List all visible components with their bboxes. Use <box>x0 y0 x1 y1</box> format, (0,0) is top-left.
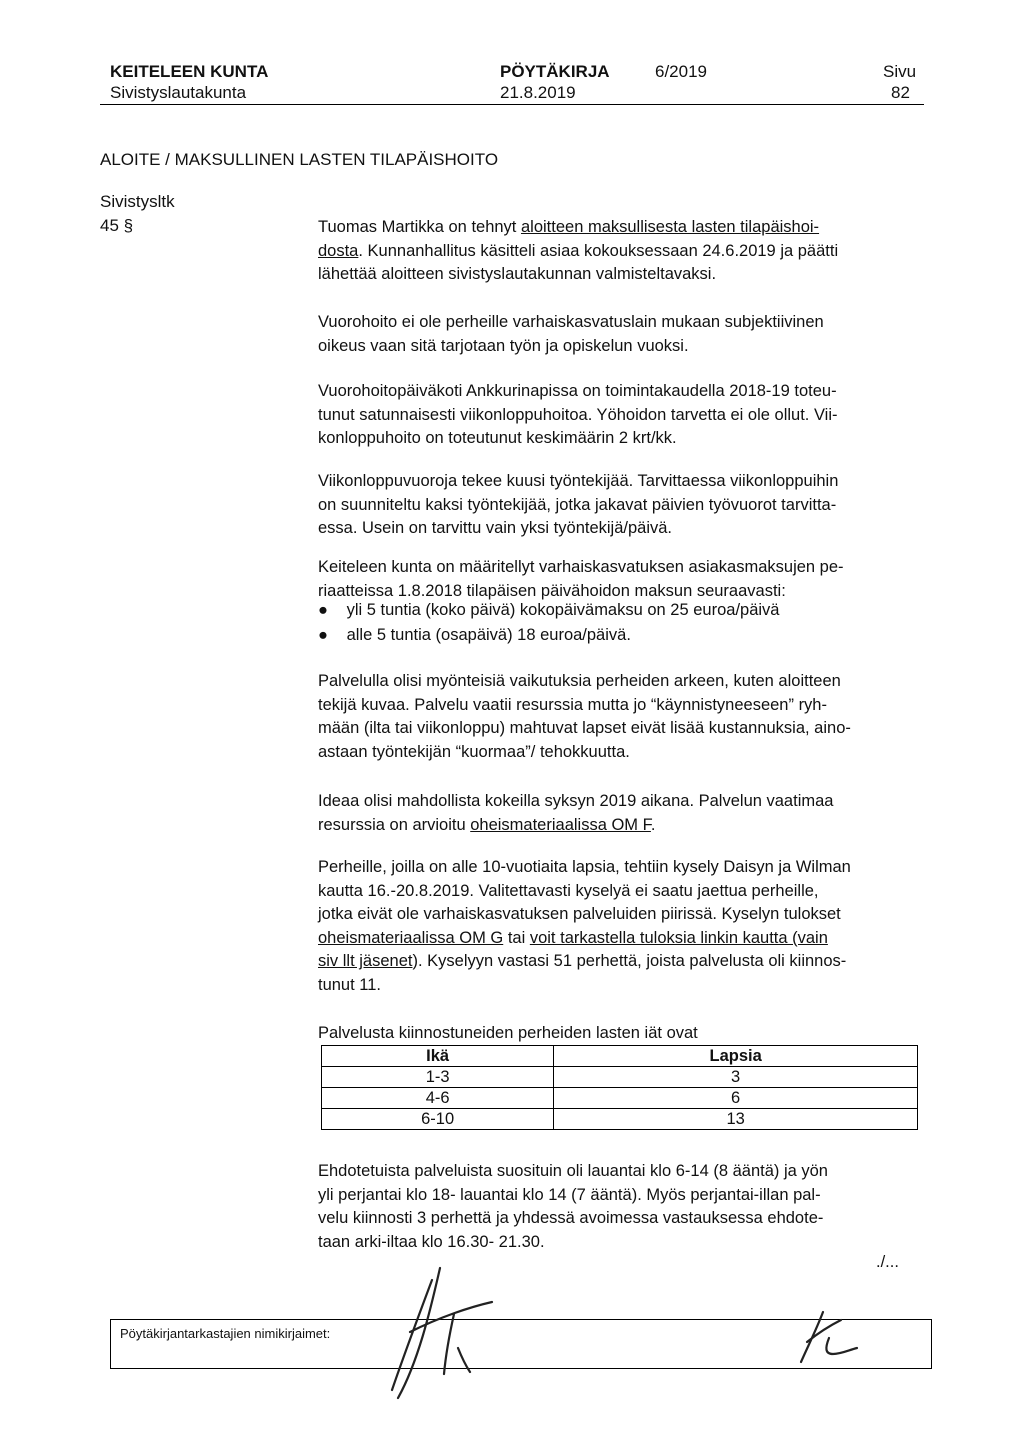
text-line: Vuorohoitopäiväkoti Ankkurinapissa on toimintakaudella 2018-19 toteu- <box>318 382 837 400</box>
paragraph-8 <box>318 856 928 998</box>
signature-initials-1 <box>370 1262 510 1402</box>
table-row <box>322 1067 918 1088</box>
page-label: Sivu <box>883 62 917 81</box>
table-cell: 3 <box>554 1067 918 1088</box>
text-run: tai <box>503 928 530 947</box>
column-header-age: Ikä <box>322 1046 554 1067</box>
document-type: PÖYTÄKIRJA <box>500 62 610 81</box>
age-table <box>321 1045 918 1130</box>
text-line: konloppuhoito on toteutunut keskimäärin 2 krt/kk. <box>318 429 677 448</box>
text-line: velu kiinnosti 3 perhettä ja yhdessä avoimessa vastauksessa ehdote- <box>318 1209 824 1228</box>
paragraph-2 <box>318 311 928 358</box>
text-line: oikeus vaan sitä tarjotaan työn ja opiskelun vuoksi. <box>318 336 689 355</box>
text-line: Ehdotetuista palveluista suosituin oli lauantai klo 6-14 (8 ääntä) ja yön <box>318 1162 828 1180</box>
page-title: ALOITE / MAKSULLINEN LASTEN TILAPÄISHOITO <box>100 150 499 169</box>
bullet-dot-icon: ● <box>318 601 328 619</box>
text-line: mään (ilta tai viikonloppu) mahtuvat lapset eivät lisää kustannuksia, aino- <box>318 719 851 738</box>
paragraph-4 <box>318 470 928 541</box>
board-name: Sivistyslautakunta <box>110 83 247 102</box>
bullet-text: alle 5 tuntia (osapäivä) 18 euroa/päivä. <box>346 626 631 644</box>
text-run: Ideaa olisi mahdollista kokeilla syksyn 2019 aikana. Palvelun vaatimaa <box>318 792 834 810</box>
text-run: Tuomas Martikka on tehnyt <box>318 218 521 236</box>
text-line: yli perjantai klo 18- lauantai klo 14 (7 ääntä). Myös perjantai-illan pal- <box>318 1185 821 1204</box>
column-header-children: Lapsia <box>554 1046 918 1067</box>
text-line: astaan työntekijän “kuormaa”/ tehokkuutta. <box>318 742 630 761</box>
text-run: lähettää aloitteen sivistyslautakunnan valmisteltavaksi. <box>318 265 717 284</box>
text-run: . <box>650 815 656 834</box>
paragraph-7 <box>318 790 928 837</box>
text-run: ). Kyselyyn vastasi 51 perhettä, joista palvelusta oli kiinnos- <box>412 952 847 971</box>
attachment-om-g-link[interactable]: oheismateriaalissa OM G <box>318 928 504 947</box>
table-cell: 6 <box>554 1088 918 1109</box>
text-run: tunut 11. <box>318 975 381 994</box>
table-row <box>322 1109 918 1130</box>
paragraph-3 <box>318 380 928 451</box>
text-line: Vuorohoito ei ole perheille varhaiskasvatuslain mukaan subjektiivinen <box>318 313 824 331</box>
initiative-link[interactable]: aloitteen maksullisesta lasten tilapäishoi- <box>520 218 820 236</box>
meeting-date: 21.8.2019 <box>500 83 576 102</box>
header-rule <box>100 104 924 105</box>
bullet-item <box>318 626 631 645</box>
minutes-number: 6/2019 <box>655 62 707 81</box>
table-caption: Palvelusta kiinnostuneiden perheiden lasten iät ovat <box>318 1024 698 1042</box>
text-line: essa. Usein on tarvittu vain yksi työntekijä/päivä. <box>318 519 673 538</box>
attachment-om-f-link[interactable]: oheismateriaalissa OM F <box>470 815 651 834</box>
text-line: taan arki-iltaa klo 16.30- 21.30. <box>318 1232 545 1251</box>
table-row <box>322 1088 918 1109</box>
bullet-dot-icon: ● <box>318 626 328 644</box>
table-cell: 6-10 <box>322 1109 554 1130</box>
section-number: 45 § <box>100 216 134 235</box>
continuation-mark: ./... <box>876 1253 899 1271</box>
text-line: tekijä kuvaa. Palvelu vaatii resurssia mutta jo “käynnistyneeseen” ryh- <box>318 695 827 714</box>
paragraph-9 <box>318 1160 928 1254</box>
paragraph-6 <box>318 670 928 764</box>
table-header-row <box>322 1046 918 1067</box>
bullet-item <box>318 601 779 620</box>
text-run: Perheille, joilla on alle 10-vuotiaita lapsia, tehtiin kysely Daisyn ja Wilman <box>318 858 851 876</box>
municipality-name: KEITELEEN KUNTA <box>110 62 269 81</box>
signature-initials-2 <box>795 1308 865 1368</box>
page-number: 82 <box>891 83 910 102</box>
survey-results-link[interactable]: voit tarkastella tuloksia linkin kautta (vain <box>529 928 828 947</box>
table-cell: 1-3 <box>322 1067 554 1088</box>
table-cell: 4-6 <box>322 1088 554 1109</box>
signature-box-label: Pöytäkirjantarkastajien nimikirjaimet: <box>120 1326 331 1341</box>
text-line: on suunniteltu kaksi työntekijää, jotka jakavat päivien työvuorot tarvitta- <box>318 495 837 514</box>
text-line: Keiteleen kunta on määritellyt varhaiskasvatuksen asiakasmaksujen pe- <box>318 558 844 576</box>
initiative-link-end[interactable]: dosta <box>318 241 359 260</box>
text-run: jotka eivät ole varhaiskasvatuksen palveluiden piirissä. Kyselyn tulokset <box>318 905 841 924</box>
text-line: Palvelulla olisi myönteisiä vaikutuksia perheiden arkeen, kuten aloitteen <box>318 672 841 690</box>
table-cell: 13 <box>554 1109 918 1130</box>
text-run: kautta 16.-20.8.2019. Valitettavasti kyselyä ei saatu jaettua perheille, <box>318 881 819 900</box>
paragraph-5 <box>318 556 928 603</box>
text-line: Viikonloppuvuoroja tekee kuusi työntekijää. Tarvittaessa viikonloppuihin <box>318 472 839 490</box>
paragraph-1 <box>318 216 928 287</box>
text-run: resurssia on arvioitu <box>318 815 471 834</box>
text-line: tunut satunnaisesti viikonloppuhoitoa. Yöhoidon tarvetta ei ole ollut. Vii- <box>318 405 838 424</box>
survey-results-link-end[interactable]: siv llt jäsenet <box>318 952 413 971</box>
text-line: riaatteissa 1.8.2018 tilapäisen päivähoidon maksun seuraavasti: <box>318 581 786 600</box>
bullet-text: yli 5 tuntia (koko päivä) kokopäivämaksu on 25 euroa/päivä <box>346 601 780 619</box>
section-body: Sivistysltk <box>100 192 175 211</box>
text-run: . Kunnanhallitus käsitteli asiaa kokouksessaan 24.6.2019 ja päätti <box>358 241 839 260</box>
